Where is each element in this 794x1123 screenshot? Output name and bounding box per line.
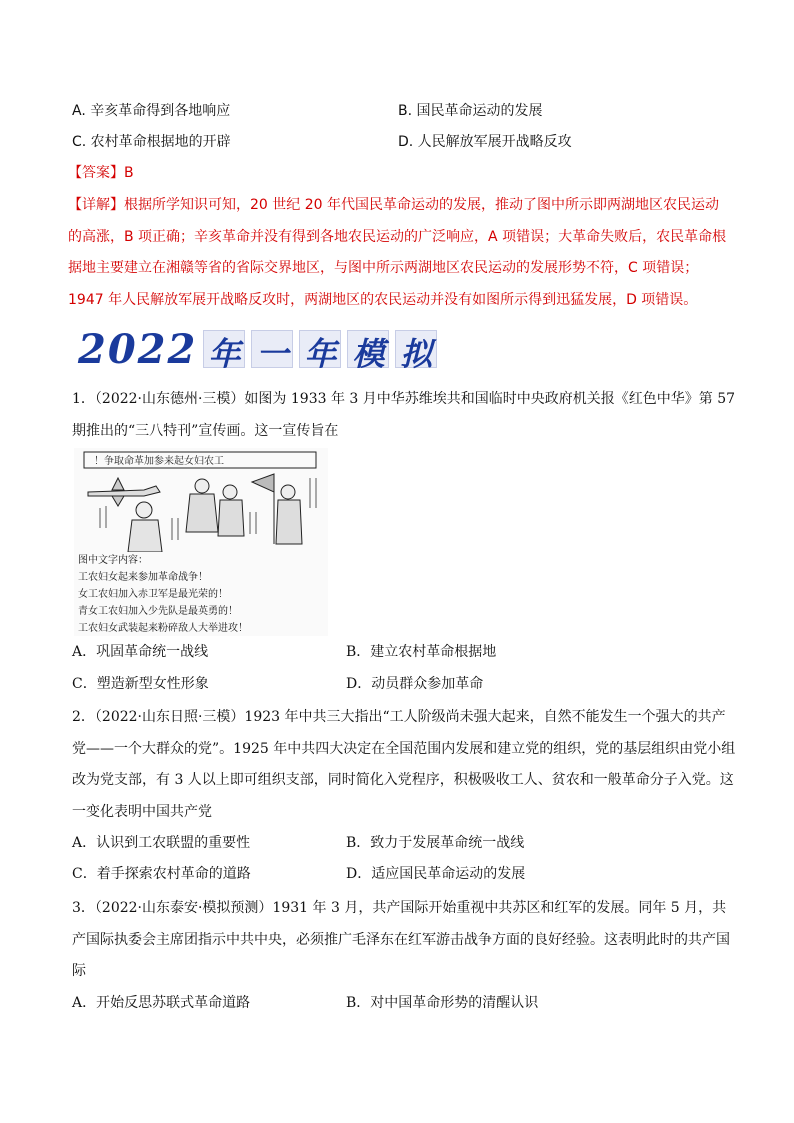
q2-option-b: B．致力于发展革命统一战线 bbox=[346, 835, 525, 851]
detail-label: 【详解】 bbox=[68, 197, 124, 213]
q2-option-a: A．认识到工农联盟的重要性 bbox=[72, 835, 251, 851]
q3-option-b: B．对中国革命形势的清醒认识 bbox=[346, 995, 539, 1011]
q1-option-c: C．塑造新型女性形象 bbox=[72, 676, 209, 692]
banner-char: 拟 bbox=[400, 335, 433, 373]
question-2-stem: 2．（2022·山东日照·三模）1923 年中共三大指出“工人阶级尚未强大起来，自然不能发生一个强大的共产党——一个大群众的党”。1925 年中共四大决定在全国范围内发展和建立党的组织，党的基层组织由党小组改为党支部，有 3 人以上即可组织支部，同时简化入党程序，积极吸收工人、贫农和一般革命分子入党。这一变化表明中国共产党 bbox=[72, 709, 736, 820]
poster-caption-line: 工农妇女起来参加革命战争！ bbox=[78, 572, 208, 583]
banner-char-cell bbox=[203, 330, 245, 373]
q2-option-c: C．着手探索农村革命的道路 bbox=[72, 866, 251, 882]
banner-char: 一 bbox=[256, 335, 289, 373]
banner-char: 模 bbox=[352, 335, 385, 373]
poster-caption-line: 工农妇女武装起来粉碎敌人大举进攻！ bbox=[78, 623, 248, 634]
banner-char-cell bbox=[299, 330, 341, 373]
poster-illustration bbox=[74, 448, 328, 552]
detail-paragraph bbox=[68, 190, 732, 316]
q1-option-b: B．建立农村革命根据地 bbox=[346, 644, 497, 660]
prev-option-b: B. 国民革命运动的发展 bbox=[398, 103, 543, 119]
prev-option-c: C. 农村革命根据地的开辟 bbox=[72, 134, 231, 150]
banner-char: 年 bbox=[208, 335, 241, 373]
prev-option-a: A. 辛亥革命得到各地响应 bbox=[72, 103, 231, 119]
question-3-stem: 3．（2022·山东泰安·模拟预测）1931 年 3 月，共产国际开始重视中共苏区和红军的发展。同年 5 月，共产国际执委会主席团指示中共中央，必须推广毛泽东在红军游击战争方面的良好经验。这表明此时的共产国际 bbox=[72, 900, 730, 979]
propaganda-poster-figure bbox=[74, 448, 328, 636]
banner-char: 年 bbox=[304, 335, 337, 373]
poster-caption bbox=[78, 552, 248, 637]
answer-label: 【答案】 bbox=[68, 165, 124, 181]
question-1-stem: 1．（2022·山东德州·三模）如图为 1933 年 3 月中华苏维埃共和国临时中央政府机关报《红色中华》第 57 期推出的“三八特刊”宣传画。这一宣传旨在 bbox=[72, 391, 736, 439]
detail-text: 根据所学知识可知，20 世纪 20 年代国民革命运动的发展，推动了图中所示即两湖地区农民运动的高涨，B 项正确；辛亥革命并没有得到各地农民运动的广泛响应，A 项错误；大革命失败后，农民革命根据地主要建立在湘赣等省的省际交界地区，与图中所示两湖地区农民运动的发展形势不符，C 项错误；1947 年人民解放军展开战略反攻时，两湖地区的农民运动并没有如图所示得到迅猛发展，D 项错误。 bbox=[68, 197, 727, 308]
banner-year: 2022 bbox=[78, 326, 198, 373]
section-banner bbox=[78, 326, 438, 373]
poster-caption-title: 图中文字内容： bbox=[78, 555, 148, 566]
q3-option-a: A．开始反思苏联式革命道路 bbox=[72, 995, 251, 1011]
answer-value: B bbox=[124, 165, 134, 181]
q1-option-d: D．动员群众参加革命 bbox=[346, 676, 484, 692]
answer-line bbox=[68, 163, 134, 183]
q1-option-a: A．巩固革命统一战线 bbox=[72, 644, 209, 660]
banner-char-cell bbox=[251, 330, 293, 373]
banner-char-cell bbox=[347, 330, 389, 373]
prev-option-d: D. 人民解放军展开战略反攻 bbox=[398, 134, 572, 150]
poster-caption-line: 女工农妇加入赤卫军是最光荣的！ bbox=[78, 589, 228, 600]
poster-caption-line: 青女工农妇加入少先队是最英勇的！ bbox=[78, 606, 238, 617]
banner-char-cell bbox=[395, 330, 437, 373]
poster-banner-text: ！争取命革加参来起女妇农工 bbox=[94, 456, 224, 467]
q2-option-d: D．适应国民革命运动的发展 bbox=[346, 866, 526, 882]
